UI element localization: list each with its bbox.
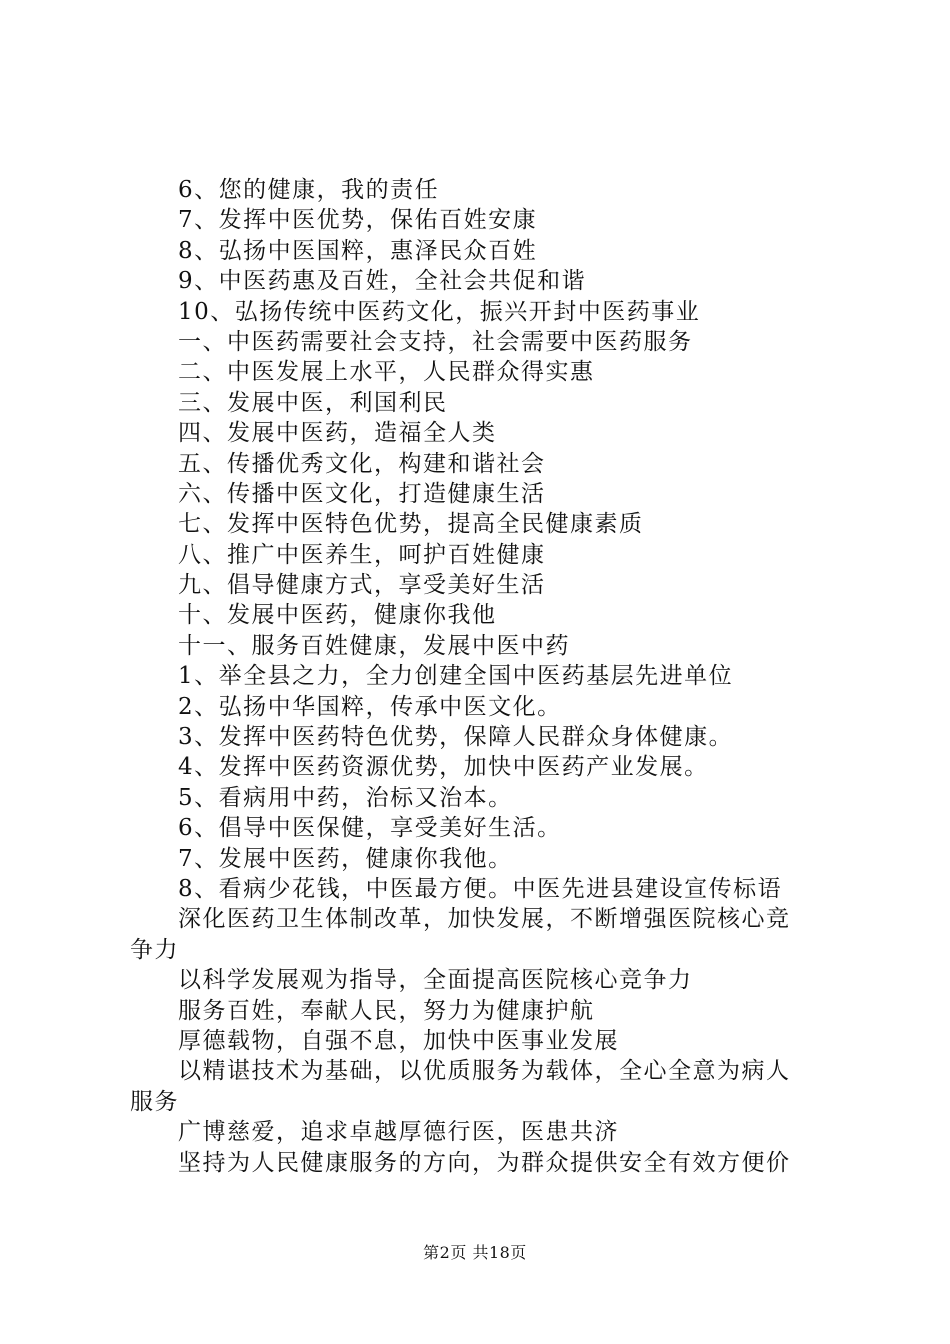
text-line: 6、倡导中医保健，享受美好生活。 (178, 815, 562, 842)
text-line: 广博慈爱，追求卓越厚德行医，医患共济 (178, 1119, 619, 1146)
text-line: 以科学发展观为指导，全面提高医院核心竞争力 (178, 967, 693, 994)
text-line: 服务百姓，奉献人民，努力为健康护航 (178, 997, 595, 1024)
text-line: 六、传播中医文化，打造健康生活 (178, 480, 546, 507)
text-line: 八、推广中医养生，呵护百姓健康 (178, 541, 546, 568)
text-line: 三、发展中医，利国利民 (178, 389, 448, 416)
text-line: 2、弘扬中华国粹，传承中医文化。 (178, 693, 562, 720)
text-line: 九、倡导健康方式，享受美好生活 (178, 572, 546, 599)
text-line: 十一、服务百姓健康，发展中医中药 (178, 632, 570, 659)
page-footer: 第2页 共18页 (423, 1243, 527, 1262)
text-line: 四、发展中医药，造福全人类 (178, 420, 497, 447)
text-line: 10、弘扬传统中医药文化，振兴开封中医药事业 (178, 298, 701, 325)
text-line: 6、您的健康，我的责任 (178, 177, 440, 203)
text-line: 一、中医药需要社会支持，社会需要中医药服务 (178, 328, 693, 355)
text-line: 深化医药卫生体制改革，加快发展，不断增强医院核心竞 (178, 906, 791, 933)
text-line: 七、发挥中医特色优势，提高全民健康素质 (178, 511, 644, 538)
text-line: 二、中医发展上水平，人民群众得实惠 (178, 359, 595, 386)
text-line: 五、传播优秀文化，构建和谐社会 (178, 450, 546, 477)
document-body (130, 175, 830, 1178)
text-line: 争力 (130, 936, 179, 963)
text-line: 7、发挥中医优势，保佑百姓安康 (178, 207, 538, 234)
text-line: 5、看病用中药，治标又治本。 (178, 784, 513, 811)
text-line: 9、中医药惠及百姓，全社会共促和谐 (178, 268, 587, 295)
text-line: 十、发展中医药，健康你我他 (178, 602, 497, 629)
text-line: 以精谌技术为基础，以优质服务为载体，全心全意为病人 (178, 1058, 791, 1085)
text-line: 4、发挥中医药资源优势，加快中医药产业发展。 (178, 754, 709, 781)
text-line: 8、看病少花钱，中医最方便。中医先进县建设宣传标语 (178, 875, 783, 902)
text-line: 7、发展中医药，健康你我他。 (178, 845, 513, 872)
text-line: 8、弘扬中医国粹，惠泽民众百姓 (178, 237, 538, 264)
text-line: 服务 (130, 1088, 179, 1115)
text-line: 厚德载物，自强不息，加快中医事业发展 (178, 1027, 619, 1054)
text-line: 3、发挥中医药特色优势，保障人民群众身体健康。 (178, 724, 734, 751)
text-line: 坚持为人民健康服务的方向，为群众提供安全有效方便价 (178, 1149, 791, 1176)
text-line: 1、举全县之力，全力创建全国中医药基层先进单位 (178, 663, 734, 690)
